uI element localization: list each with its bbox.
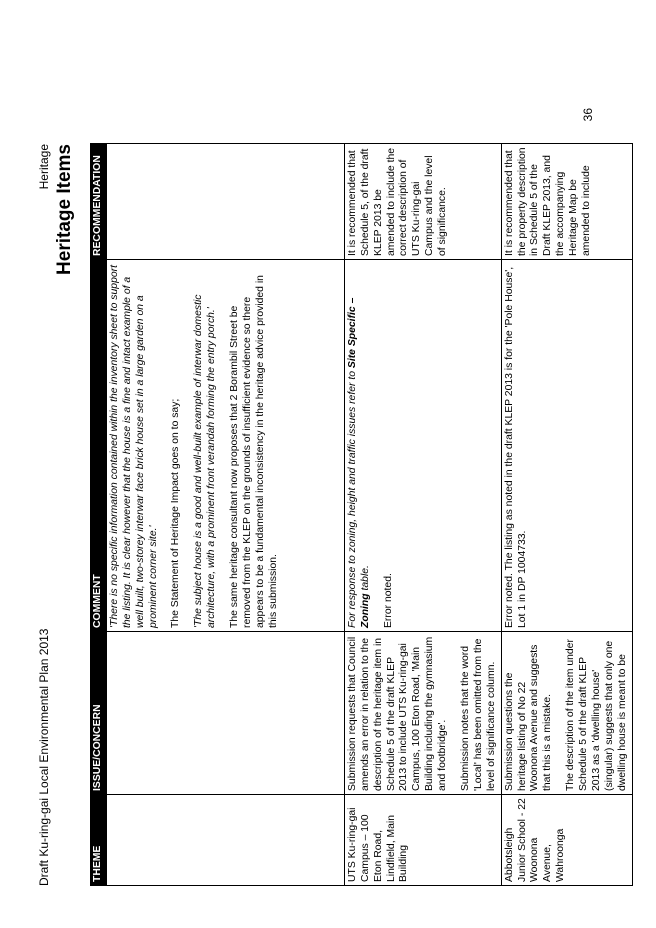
submissions-table (90, 143, 633, 886)
recommendation-cell: It is recommended that the property description in Schedule 5 of the Draft KLEP 2013, and the accompanying Heritage Map be amended to include (501, 144, 632, 260)
comment-text: Error noted. (382, 573, 394, 628)
column-header-comment: COMMENT (91, 260, 107, 632)
comment-italic-text: For response to zoning, height and traffic issues refer to (346, 368, 358, 628)
issue-cell (344, 632, 501, 795)
page-number: 36 (581, 108, 595, 122)
section-label: Heritage (37, 144, 51, 190)
comment-cell (106, 260, 344, 632)
rotated-page (0, 86, 628, 928)
issue-text: The description of the item under Schedule 5 of the draft KLEP 2013 as a 'dwelling house' (singular) suggests that only one dwelling house is meant to be (565, 639, 628, 791)
theme-cell: Abbotsleigh Junior School - 22 Woonona Avenue, Wahroonga (501, 795, 632, 886)
section-title: Heritage Items (54, 144, 75, 275)
comment-cell: Error noted. The listing as noted in the draft KLEP 2013 is for the 'Pole House', Lot 1 in DP 1004733. (501, 260, 632, 632)
issue-cell (501, 632, 632, 795)
comment-text: The Statement of Heritage Impact goes on to say; (170, 398, 182, 628)
recommendation-cell: It is recommended that Schedule 5, of the draft KLEP 2013 be amended to include the correct description of UTS Ku-ring-gai Campus and the level of significance. (344, 144, 501, 260)
theme-cell (106, 795, 344, 886)
recommendation-cell (106, 144, 344, 260)
zoning-table-reference: Site Specific – Zoning (346, 297, 371, 628)
issue-text: Submission questions the heritage listing of No 22 Woonona Avenue and suggests that this is a mistake. (503, 644, 554, 791)
comment-text (347, 263, 373, 628)
table-row (106, 144, 344, 886)
comment-text: The same heritage consultant now proposes that 2 Borambil Street be removed from the KLEP on the grounds of insufficient evidence so there appears to be a fundamental inconsistency in the heritage advice provided in this submission. (229, 275, 279, 628)
comment-cell (344, 260, 501, 632)
column-header-theme: THEME (91, 795, 107, 886)
issue-cell (106, 632, 344, 795)
comment-quote: 'The subject house is a good and well-built example of interwar domestic architecture, with a prominent front verandah forming the entry porch.' (193, 294, 218, 628)
column-header-issue: ISSUE/CONCERN (91, 632, 107, 795)
plan-title: Draft Ku-ring-gai Local Environmental Plan 2013 (37, 628, 51, 886)
table-row (344, 144, 501, 886)
column-header-recommendation: RECOMMENDATION (91, 144, 107, 260)
table-header-row (91, 144, 107, 886)
table-row (501, 144, 632, 886)
issue-text: Submission notes that the word 'Local' has been omitted from the level of significance column. (460, 638, 497, 791)
comment-quote: 'There is no specific information contained within the inventory sheet to support the listing. It is clear however that the house is a fine and intact example of a well built, two-storey interwar face brick house set in a large garden on a prominent corner site.' (108, 265, 159, 628)
theme-cell: UTS Ku-ring-gai Campus – 100 Eton Road, Lindfield, Main Building (344, 795, 501, 886)
issue-text: Submission requests that Council amends an error in relation to the description of the heritage item in Schedule 5 of the draft KLEP 2013 to include UTS Ku-ring-gai Campus, 100 Eton Road, 'Main Building including the gymnasium and footbridge'. (346, 636, 449, 791)
comment-italic-text: table. (359, 565, 371, 594)
